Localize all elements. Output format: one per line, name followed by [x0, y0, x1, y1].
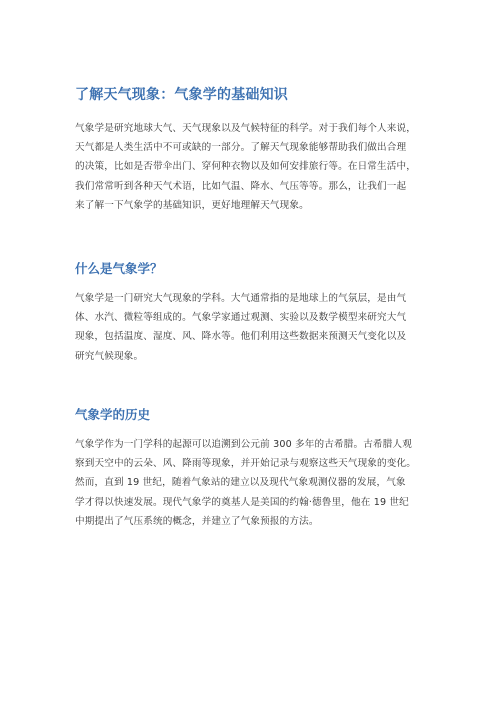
article-title: 了解天气现象：气象学的基础知识 — [75, 87, 288, 103]
paragraph-line: 气象学作为一门学科的起源可以追溯到公元前 300 多年的古希腊。古希腊人观 — [75, 439, 412, 450]
paragraph-line: 然而，直到 19 世纪，随着气象站的建立以及现代气象观测仪器的发展，气象 — [75, 477, 406, 489]
section-paragraph-history — [75, 435, 435, 531]
section-heading-what-is-meteorology: 什么是气象学？ — [75, 261, 163, 276]
intro-paragraph — [75, 119, 435, 215]
paragraph-line: 中期提出了气压系统的概念，并建立了气象预报的方法。 — [75, 515, 319, 527]
intro-line: 的决策，比如是否带伞出门、穿何种衣物以及如何安排旅行等。在日常生活中， — [75, 161, 417, 173]
intro-line: 我们常常听到各种天气术语，比如气温、降水、气压等等。那么，让我们一起 — [75, 180, 407, 192]
paragraph-line: 气象学是一门研究大气现象的学科。大气通常指的是地球上的气氛层，是由气 — [75, 293, 407, 304]
intro-line: 来了解一下气象学的基础知识，更好地理解天气现象。 — [75, 199, 309, 211]
section-heading-history: 气象学的历史 — [75, 407, 151, 422]
paragraph-line: 学才得以快速发展。现代气象学的奠基人是美国的约翰·德鲁里，他在 19 世纪 — [75, 496, 409, 508]
paragraph-line: 现象，包括温度、湿度、风、降水等。他们利用这些数据来预测天气变化以及 — [75, 331, 407, 343]
section-paragraph-what-is-meteorology — [75, 289, 435, 366]
paragraph-line: 体、水汽、微粒等组成的。气象学家通过观测、实验以及数学模型来研究大气 — [75, 312, 407, 324]
paragraph-line: 研究气候现象。 — [75, 350, 144, 362]
intro-line: 天气都是人类生活中不可或缺的一部分。了解天气现象能够帮助我们做出合理 — [75, 142, 407, 154]
paragraph-line: 察到天空中的云朵、风、降雨等现象，并开始记录与观察这些天气现象的变化。 — [75, 458, 417, 470]
intro-line: 气象学是研究地球大气、天气现象以及气候特征的科学。对于我们每个人来说， — [75, 123, 417, 134]
